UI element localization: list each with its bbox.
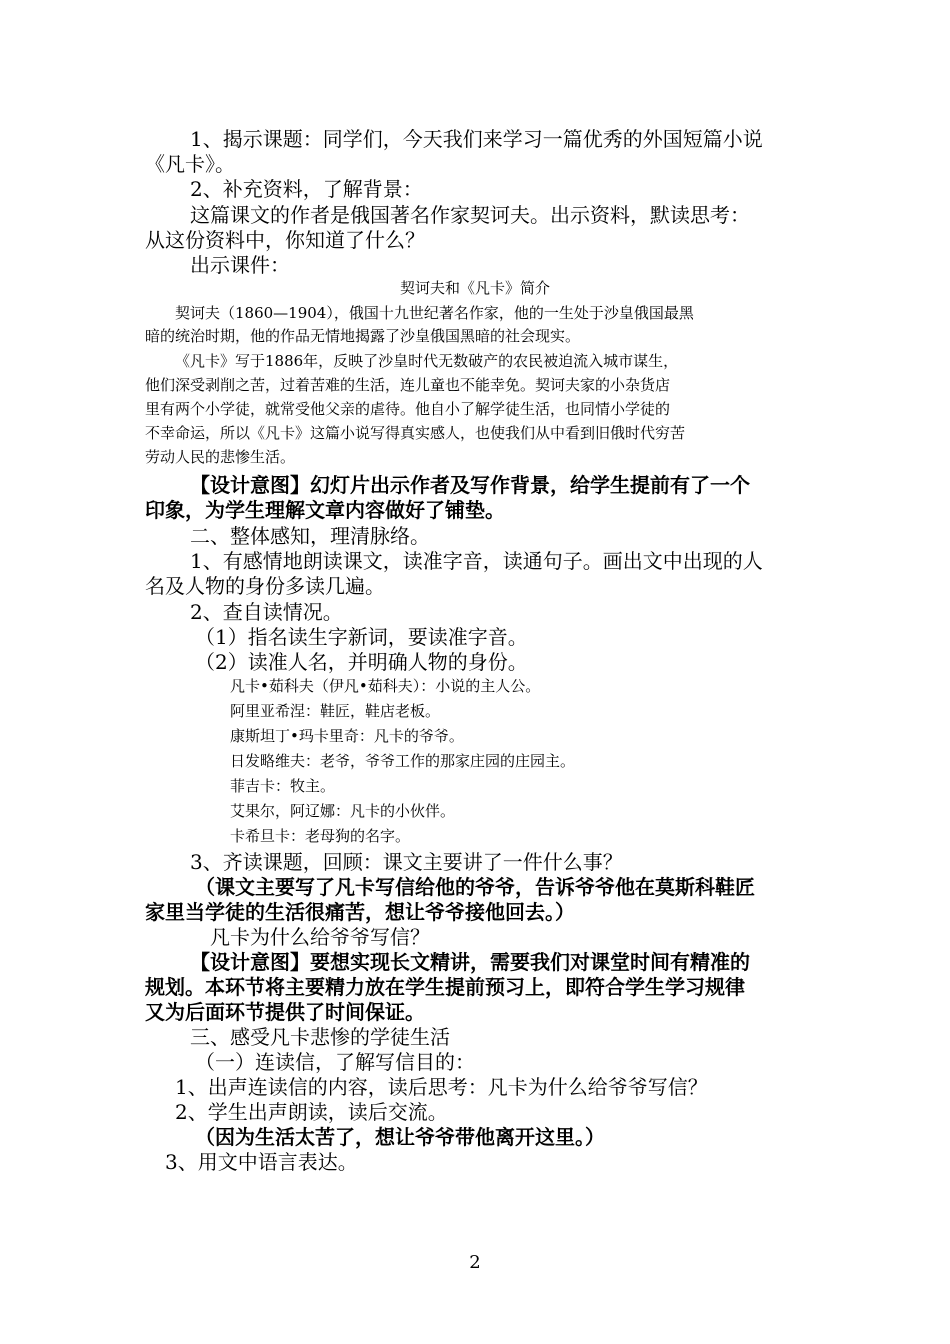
page-number: 2 xyxy=(469,1252,481,1273)
section-2-item-3: 3、齐读课题，回顾：课文主要讲了一件什么事？ xyxy=(190,850,623,874)
question-1: 凡卡为什么给爷爷写信？ xyxy=(210,925,430,949)
intro-line-1a: 1、揭示课题：同学们，今天我们来学习一篇优秀的外国短篇小说 xyxy=(190,127,763,151)
answer-2: （因为生活太苦了，想让爷爷带他离开这里。） xyxy=(195,1125,605,1149)
courseware-p2b: 他们深受剥削之苦，过着苦难的生活，连儿童也不能幸免。契诃夫家的小杂货店 xyxy=(145,376,671,394)
courseware-p2e: 劳动人民的悲惨生活。 xyxy=(145,448,296,466)
section-3-item-3: 3、用文中语言表达。 xyxy=(165,1150,358,1174)
section-3-item-1: 1、出声连读信的内容，读后思考：凡卡为什么给爷爷写信？ xyxy=(175,1075,708,1099)
section-2-title: 二、整体感知，理清脉络。 xyxy=(190,524,430,548)
section-3-sub-1: （一）连读信，了解写信目的： xyxy=(195,1050,475,1074)
section-2-item-1a: 1、有感情地朗读课文，读准字音，读通句子。画出文中出现的人 xyxy=(190,549,763,573)
name-list-item: 日发略维夫：老爷，爷爷工作的那家庄园的庄园主。 xyxy=(230,752,576,770)
intro-line-3a: 这篇课文的作者是俄国著名作家契诃夫。出示资料，默读思考： xyxy=(190,203,750,227)
courseware-title: 契诃夫和《凡卡》简介 xyxy=(399,279,550,297)
section-3-title: 三、感受凡卡悲惨的学徒生活 xyxy=(190,1025,450,1049)
section-2-item-2-2: （2）读准人名，并明确人物的身份。 xyxy=(195,650,528,674)
design-intent-2c: 又为后面环节提供了时间保证。 xyxy=(145,1000,425,1024)
name-list-item: 卡希旦卡：老母狗的名字。 xyxy=(230,827,411,845)
intro-line-2: 2、补充资料，了解背景： xyxy=(190,177,423,201)
section-2-item-2-1: （1）指名读生字新词，要读准字音。 xyxy=(195,625,528,649)
courseware-p2c: 里有两个小学徒，就常受他父亲的虐待。他自小了解学徒生活，也同情小学徒的 xyxy=(145,400,671,418)
courseware-p1b: 暗的统治时期，他的作品无情地揭露了沙皇俄国黑暗的社会现实。 xyxy=(145,327,581,345)
answer-1a: （课文主要写了凡卡写信给他的爷爷，告诉爷爷他在莫斯科鞋匠 xyxy=(195,875,755,899)
name-list-item: 康斯坦丁•玛卡里奇：凡卡的爷爷。 xyxy=(230,727,464,745)
courseware-p2d: 不幸命运，所以《凡卡》这篇小说写得真实感人，也使我们从中看到旧俄时代穷苦 xyxy=(145,424,686,442)
section-2-item-1b: 名及人物的身份多读几遍。 xyxy=(145,574,385,598)
name-list-item: 凡卡•茹科夫（伊凡•茹科夫）：小说的主人公。 xyxy=(230,677,541,695)
intro-line-4: 出示课件： xyxy=(190,253,290,277)
intro-line-1b: 《凡卡》。 xyxy=(145,152,235,176)
name-list-item: 艾果尔，阿辽娜：凡卡的小伙伴。 xyxy=(230,802,456,820)
name-list-item: 阿里亚希涅：鞋匠，鞋店老板。 xyxy=(230,702,441,720)
intro-line-3b: 从这份资料中，你知道了什么？ xyxy=(145,228,425,252)
courseware-p2a: 《凡卡》写于1886年，反映了沙皇时代无数破产的农民被迫流入城市谋生， xyxy=(175,352,679,370)
answer-1b: 家里当学徒的生活很痛苦，想让爷爷接他回去。） xyxy=(145,900,575,924)
design-intent-1a: 【设计意图】幻灯片出示作者及写作背景，给学生提前有了一个 xyxy=(190,473,750,497)
name-list-item: 菲吉卡：牧主。 xyxy=(230,777,336,795)
section-2-item-2: 2、查自读情况。 xyxy=(190,600,343,624)
design-intent-1b: 印象，为学生理解文章内容做好了铺垫。 xyxy=(145,498,505,522)
courseware-p1a: 契诃夫（1860—1904），俄国十九世纪著名作家，他的一生处于沙皇俄国最黑 xyxy=(175,304,694,322)
section-3-item-2: 2、学生出声朗读，读后交流。 xyxy=(175,1100,448,1124)
design-intent-2a: 【设计意图】要想实现长文精讲，需要我们对课堂时间有精准的 xyxy=(190,950,750,974)
design-intent-2b: 规划。本环节将主要精力放在学生提前预习上，即符合学生学习规律 xyxy=(145,975,745,999)
